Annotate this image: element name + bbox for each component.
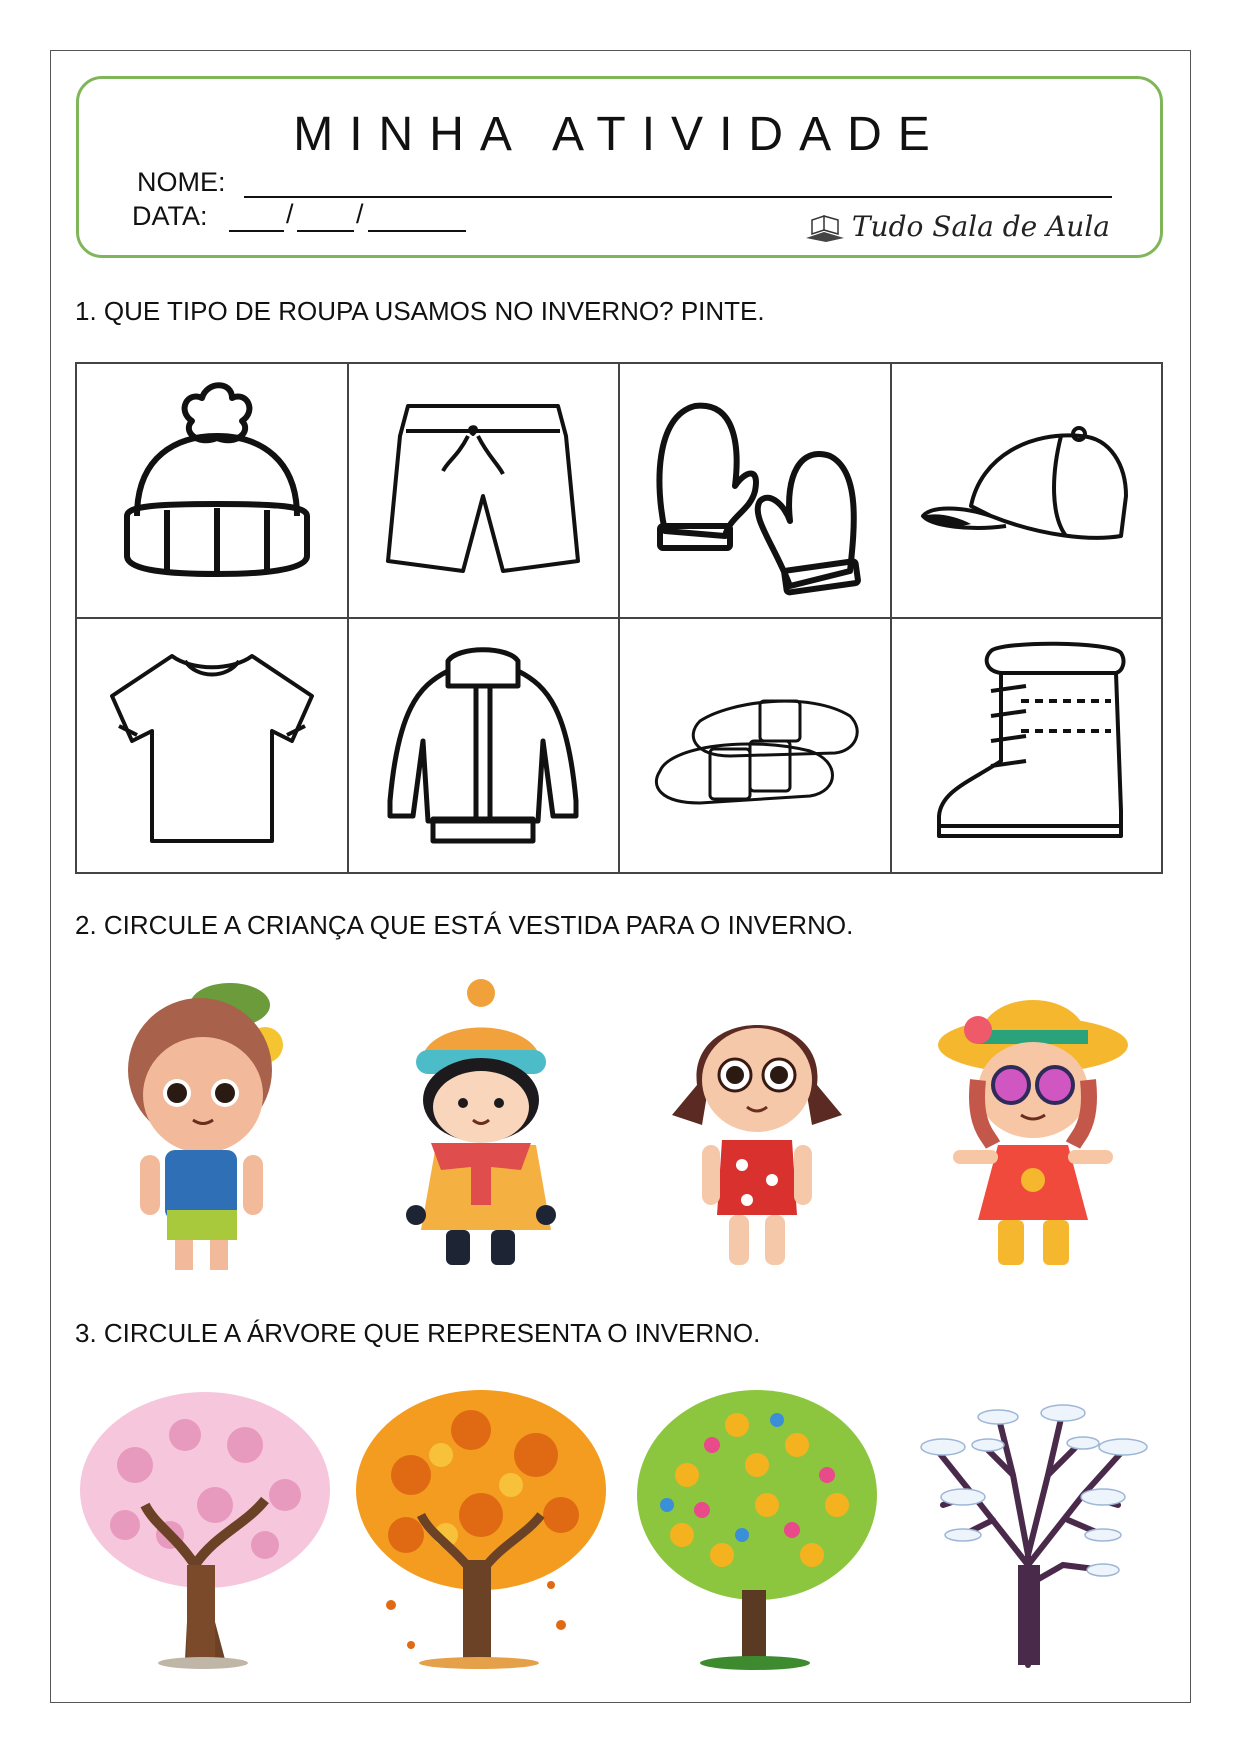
child-option[interactable] (351, 975, 611, 1275)
trees-row (75, 1385, 1163, 1670)
page-title: MINHA ATIVIDADE (293, 108, 946, 161)
summer-girl-icon (933, 975, 1133, 1275)
cap-icon (911, 376, 1141, 606)
date-slash: / (356, 199, 364, 229)
clothing-cell[interactable] (619, 618, 891, 873)
tree-option[interactable] (351, 1385, 611, 1670)
date-day-line[interactable] (229, 230, 284, 232)
date-month-line[interactable] (297, 230, 354, 232)
shorts-icon (368, 376, 598, 606)
clothing-cell[interactable] (76, 363, 348, 618)
swimsuit-girl-icon (657, 975, 857, 1275)
books-icon (804, 212, 846, 242)
clothing-cell[interactable] (891, 618, 1163, 873)
question-3: 3. CIRCULE A ÁRVORE QUE REPRESENTA O INVERNO. (75, 1318, 761, 1348)
jacket-icon (368, 631, 598, 861)
sandals-icon (640, 631, 870, 861)
name-label: NOME: (137, 167, 226, 197)
children-row (75, 975, 1163, 1275)
header-box (76, 76, 1163, 258)
clothing-cell[interactable] (76, 618, 348, 873)
clothing-cell[interactable] (891, 363, 1163, 618)
clothing-cell[interactable] (348, 618, 620, 873)
date-slash: / (286, 199, 294, 229)
clothing-grid (75, 362, 1163, 874)
clothing-cell[interactable] (619, 363, 891, 618)
summer-tree-icon (627, 1385, 887, 1670)
tree-option[interactable] (903, 1385, 1163, 1670)
beach-boy-icon (115, 975, 295, 1275)
winter-child-icon (391, 975, 571, 1275)
beanie-icon (97, 376, 327, 606)
boot-icon (911, 631, 1141, 861)
spring-tree-icon (75, 1385, 335, 1670)
mittens-icon (640, 376, 870, 606)
child-option[interactable] (903, 975, 1163, 1275)
brand-logo (804, 210, 1110, 243)
child-option[interactable] (627, 975, 887, 1275)
name-line[interactable] (244, 196, 1112, 198)
brand-text: Tudo Sala de Aula (851, 210, 1110, 243)
date-year-line[interactable] (368, 230, 466, 232)
clothing-cell[interactable] (348, 363, 620, 618)
tree-option[interactable] (75, 1385, 335, 1670)
tree-option[interactable] (627, 1385, 887, 1670)
tshirt-icon (97, 631, 327, 861)
autumn-tree-icon (351, 1385, 611, 1670)
question-1: 1. QUE TIPO DE ROUPA USAMOS NO INVERNO? PINTE. (75, 296, 765, 326)
question-2: 2. CIRCULE A CRIANÇA QUE ESTÁ VESTIDA PARA O INVERNO. (75, 910, 854, 940)
child-option[interactable] (75, 975, 335, 1275)
winter-tree-icon (903, 1385, 1163, 1670)
date-label: DATA: (132, 201, 208, 231)
